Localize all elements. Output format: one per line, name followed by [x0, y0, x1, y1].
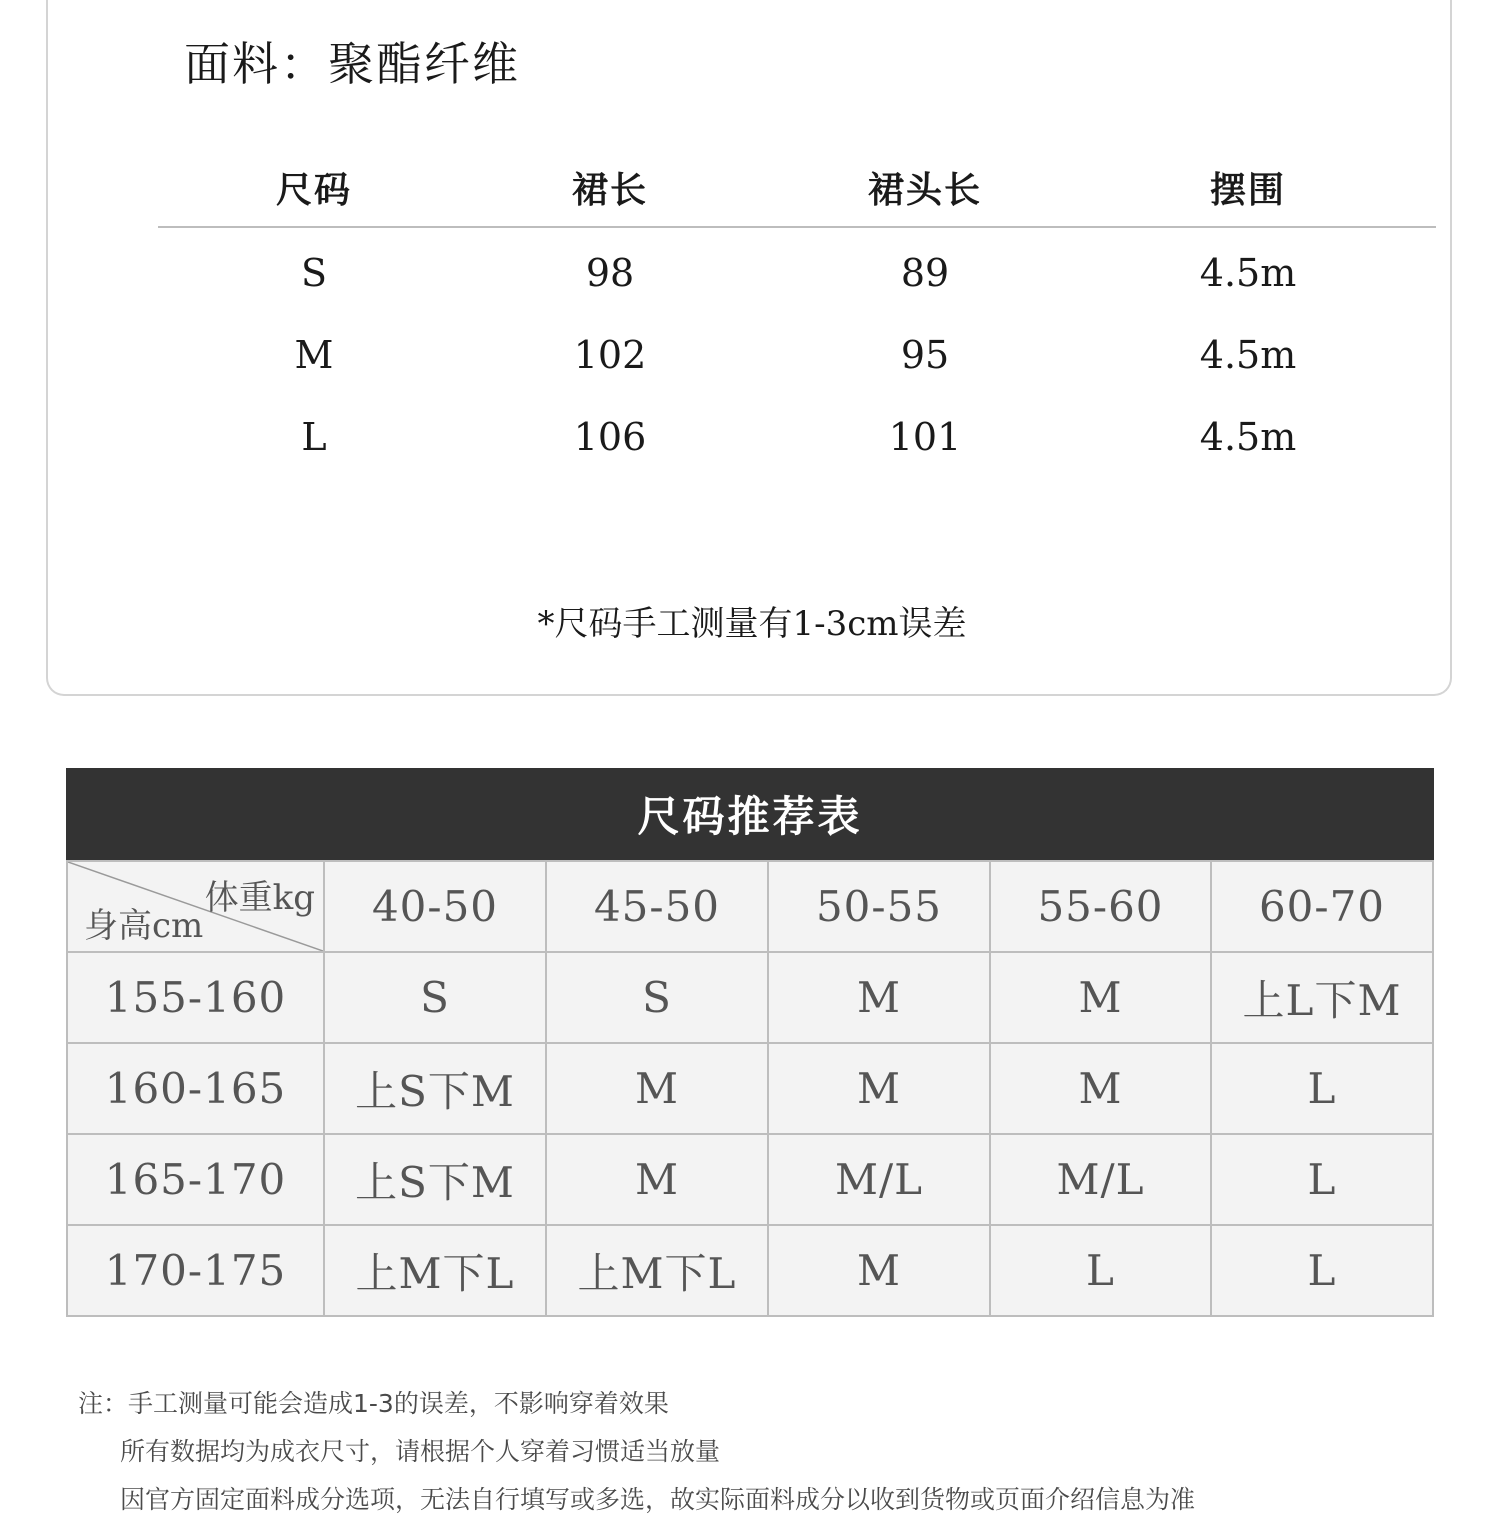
table-row — [158, 310, 1436, 392]
size-recommendation: 上L下M — [1212, 953, 1434, 1044]
hem-cell: 4.5m — [1199, 251, 1297, 295]
header-hem: 摆围 — [1209, 168, 1286, 211]
size-table — [158, 148, 1436, 474]
weight-header: 60-70 — [1212, 862, 1434, 953]
footnotes — [78, 1380, 1195, 1524]
size-recommendation: 上S下M — [325, 1135, 547, 1226]
header-skirt-length: 裙长 — [571, 168, 648, 211]
table-row — [158, 228, 1436, 310]
height-header: 160-165 — [68, 1044, 325, 1135]
weight-header: 45-50 — [547, 862, 769, 953]
fabric-line — [184, 28, 520, 94]
weight-header: 40-50 — [325, 862, 547, 953]
table-row — [158, 392, 1436, 474]
size-table-header — [158, 148, 1436, 228]
hem-cell: 4.5m — [1199, 333, 1297, 377]
size-cell: L — [301, 415, 327, 459]
size-recommendation: L — [1212, 1044, 1434, 1135]
footnote-line: 所有数据均为成衣尺寸，请根据个人穿着习惯适当放量 — [120, 1437, 721, 1466]
size-cell: S — [300, 251, 328, 295]
weight-axis-label: 体重kg — [204, 878, 315, 918]
size-cell: M — [294, 333, 334, 377]
waist-length-cell: 101 — [888, 415, 962, 459]
size-recommendation: M — [991, 1044, 1212, 1135]
fabric-value: 聚酯纤维 — [328, 37, 520, 91]
size-recommendation: L — [991, 1226, 1212, 1317]
size-info-card — [46, 0, 1452, 696]
size-recommendation: M/L — [991, 1135, 1212, 1226]
recommendation-title: 尺码推荐表 — [66, 768, 1434, 860]
footnote-line: 因官方固定面料成分选项，无法自行填写或多选，故实际面料成分以收到货物或页面介绍信息为准 — [120, 1485, 1196, 1514]
size-recommendation: L — [1212, 1135, 1434, 1226]
skirt-length-cell: 98 — [585, 251, 635, 295]
size-recommendation: M — [547, 1044, 769, 1135]
skirt-length-cell: 106 — [573, 415, 647, 459]
height-header: 155-160 — [68, 953, 325, 1044]
header-size: 尺码 — [275, 168, 352, 211]
waist-length-cell: 89 — [900, 251, 950, 295]
size-recommendation: L — [1212, 1226, 1434, 1317]
footnote-line: 注：手工测量可能会造成1-3的误差，不影响穿着效果 — [78, 1389, 669, 1418]
waist-length-cell: 95 — [900, 333, 950, 377]
size-recommendation: 上M下L — [325, 1226, 547, 1317]
header-waist-length: 裙头长 — [867, 168, 982, 211]
recommendation-grid — [66, 860, 1434, 1317]
size-recommendation: M/L — [769, 1135, 991, 1226]
size-recommendation-table — [66, 768, 1434, 1317]
size-recommendation: M — [769, 1044, 991, 1135]
hem-cell: 4.5m — [1199, 415, 1297, 459]
size-recommendation: M — [769, 1226, 991, 1317]
size-recommendation: S — [325, 953, 547, 1044]
size-recommendation: 上S下M — [325, 1044, 547, 1135]
height-header: 165-170 — [68, 1135, 325, 1226]
weight-header: 50-55 — [769, 862, 991, 953]
measurement-note: *尺码手工测量有1-3cm误差 — [537, 604, 967, 644]
size-recommendation: M — [547, 1135, 769, 1226]
corner-cell — [68, 862, 325, 953]
size-recommendation: S — [547, 953, 769, 1044]
weight-header: 55-60 — [991, 862, 1212, 953]
skirt-length-cell: 102 — [573, 333, 647, 377]
height-axis-label: 身高cm — [84, 906, 204, 946]
fabric-label: 面料： — [184, 37, 328, 91]
height-header: 170-175 — [68, 1226, 325, 1317]
size-recommendation: 上M下L — [547, 1226, 769, 1317]
size-recommendation: M — [769, 953, 991, 1044]
size-recommendation: M — [991, 953, 1212, 1044]
